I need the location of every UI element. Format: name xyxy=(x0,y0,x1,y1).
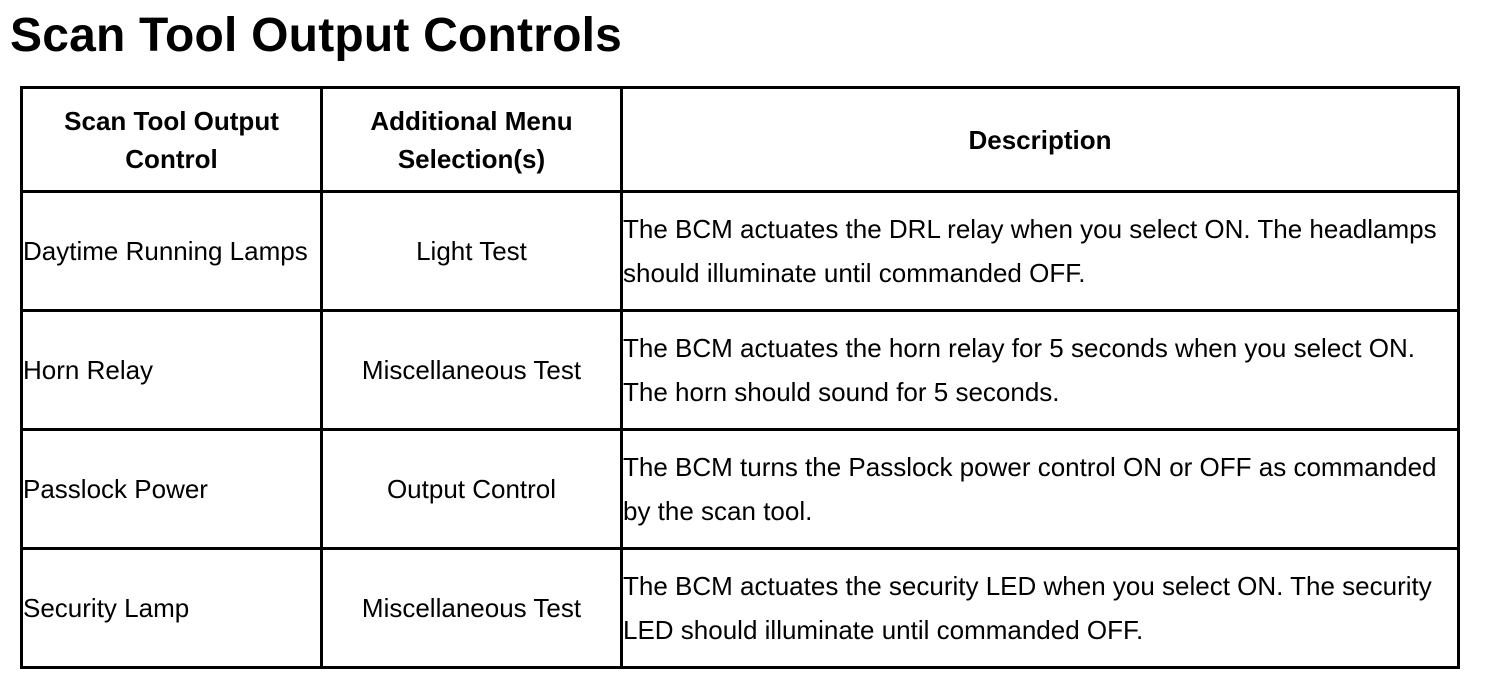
cell-description: The BCM actuates the DRL relay when you select ON. The headlamps should illuminate until commanded OFF. xyxy=(622,192,1459,311)
cell-description: The BCM actuates the security LED when you select ON. The security LED should illuminate until commanded OFF. xyxy=(622,549,1459,668)
header-output-control-line2: Control xyxy=(125,143,218,174)
header-menu-selection xyxy=(322,88,622,192)
cell-description: The BCM turns the Passlock power control ON or OFF as commanded by the scan tool. xyxy=(622,430,1459,549)
cell-description: The BCM actuates the horn relay for 5 seconds when you select ON. The horn should sound for 5 seconds. xyxy=(622,311,1459,430)
header-menu-selection-line1: Additional Menu xyxy=(370,105,573,136)
cell-output-control: Passlock Power xyxy=(22,430,322,549)
output-controls-table xyxy=(20,86,1460,669)
table-row xyxy=(22,311,1459,430)
cell-output-control: Security Lamp xyxy=(22,549,322,668)
cell-menu-selection: Miscellaneous Test xyxy=(322,311,622,430)
table-row xyxy=(22,430,1459,549)
cell-output-control: Horn Relay xyxy=(22,311,322,430)
cell-output-control: Daytime Running Lamps xyxy=(22,192,322,311)
page-title: Scan Tool Output Controls xyxy=(10,9,623,62)
header-output-control-line1: Scan Tool Output xyxy=(64,105,279,136)
cell-menu-selection: Output Control xyxy=(322,430,622,549)
header-output-control xyxy=(22,88,322,192)
table-row xyxy=(22,192,1459,311)
cell-menu-selection: Light Test xyxy=(322,192,622,311)
cell-menu-selection: Miscellaneous Test xyxy=(322,549,622,668)
header-description: Description xyxy=(622,88,1459,192)
header-menu-selection-line2: Selection(s) xyxy=(397,143,546,174)
table-row xyxy=(22,549,1459,668)
table-header-row xyxy=(22,88,1459,192)
